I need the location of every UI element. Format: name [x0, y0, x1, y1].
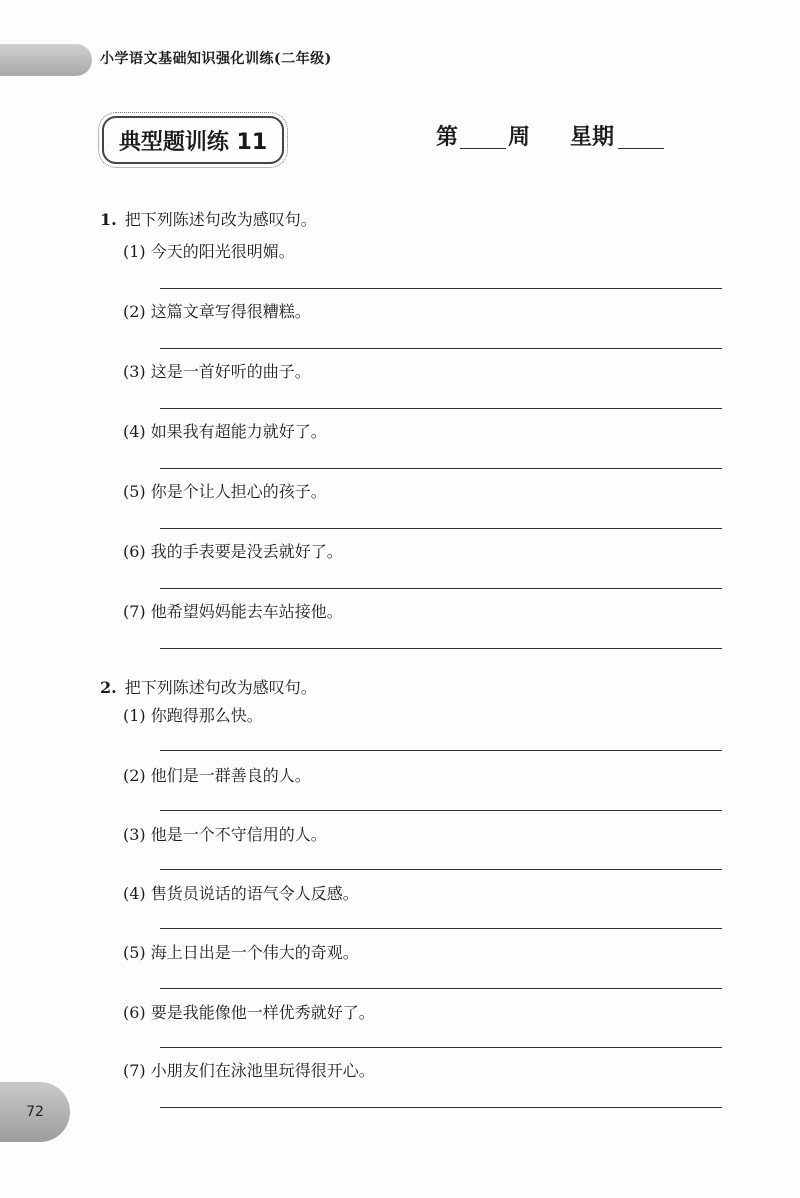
- week-blank[interactable]: [460, 148, 506, 149]
- item-text: 他希望妈妈能去车站接他。: [150, 602, 343, 621]
- item-label: (3): [123, 362, 146, 381]
- question-item: [123, 299, 311, 322]
- item-label: (5): [123, 482, 146, 501]
- section-title: [100, 675, 317, 698]
- question-item: [123, 419, 327, 442]
- item-label: (2): [123, 302, 146, 321]
- item-text: 他是一个不守信用的人。: [150, 825, 327, 844]
- section-title: [100, 207, 317, 230]
- answer-line[interactable]: [160, 648, 722, 649]
- answer-line[interactable]: [160, 1047, 722, 1048]
- item-text: 你跑得那么快。: [150, 706, 263, 725]
- answer-line[interactable]: [160, 810, 722, 811]
- section-instruction: 把下列陈述句改为感叹句。: [124, 210, 317, 229]
- answer-line[interactable]: [160, 869, 722, 870]
- question-item: [123, 539, 343, 562]
- section-instruction: 把下列陈述句改为感叹句。: [124, 678, 317, 697]
- answer-line[interactable]: [160, 928, 722, 929]
- week-suffix: 周: [508, 124, 531, 150]
- answer-line[interactable]: [160, 988, 722, 989]
- answer-line[interactable]: [160, 528, 722, 529]
- item-text: 你是个让人担心的孩子。: [150, 482, 327, 501]
- header-tab-decoration: [0, 44, 92, 76]
- item-text: 今天的阳光很明媚。: [150, 242, 295, 261]
- answer-line[interactable]: [160, 588, 722, 589]
- exercise-title: 典型题训练 11: [102, 116, 284, 164]
- item-text: 售货员说话的语气令人反感。: [150, 884, 359, 903]
- item-text: 要是我能像他一样优秀就好了。: [150, 1003, 375, 1022]
- item-label: (4): [123, 884, 146, 903]
- item-label: (7): [123, 602, 146, 621]
- item-label: (5): [123, 943, 146, 962]
- section-number: 1.: [100, 210, 117, 229]
- item-text: 我的手表要是没丢就好了。: [150, 542, 343, 561]
- item-label: (6): [123, 1003, 146, 1022]
- question-item: [123, 1058, 375, 1081]
- running-header: 小学语文基础知识强化训练(二年级): [100, 51, 332, 67]
- section-number: 2.: [100, 678, 117, 697]
- question-item: [123, 1000, 375, 1023]
- question-item: [123, 763, 311, 786]
- item-text: 如果我有超能力就好了。: [150, 422, 327, 441]
- question-item: [123, 239, 295, 262]
- item-text: 小朋友们在泳池里玩得很开心。: [150, 1061, 375, 1080]
- item-label: (2): [123, 766, 146, 785]
- question-item: [123, 881, 359, 904]
- answer-line[interactable]: [160, 1107, 722, 1108]
- page-number: 72: [0, 1082, 70, 1142]
- item-label: (3): [123, 825, 146, 844]
- item-text: 他们是一群善良的人。: [150, 766, 311, 785]
- item-label: (7): [123, 1061, 146, 1080]
- week-prefix: 第: [436, 124, 459, 150]
- answer-line[interactable]: [160, 408, 722, 409]
- item-text: 海上日出是一个伟大的奇观。: [150, 943, 359, 962]
- question-item: [123, 599, 343, 622]
- item-text: 这篇文章写得很糟糕。: [150, 302, 311, 321]
- weekday-blank[interactable]: [618, 148, 664, 149]
- answer-line[interactable]: [160, 750, 722, 751]
- question-item: [123, 703, 263, 726]
- answer-line[interactable]: [160, 468, 722, 469]
- question-item: [123, 822, 327, 845]
- item-label: (6): [123, 542, 146, 561]
- item-label: (4): [123, 422, 146, 441]
- item-text: 这是一首好听的曲子。: [150, 362, 311, 381]
- question-item: [123, 359, 311, 382]
- answer-line[interactable]: [160, 288, 722, 289]
- item-label: (1): [123, 706, 146, 725]
- item-label: (1): [123, 242, 146, 261]
- question-item: [123, 940, 359, 963]
- answer-line[interactable]: [160, 348, 722, 349]
- question-item: [123, 479, 327, 502]
- weekday-label: 星期: [570, 124, 615, 150]
